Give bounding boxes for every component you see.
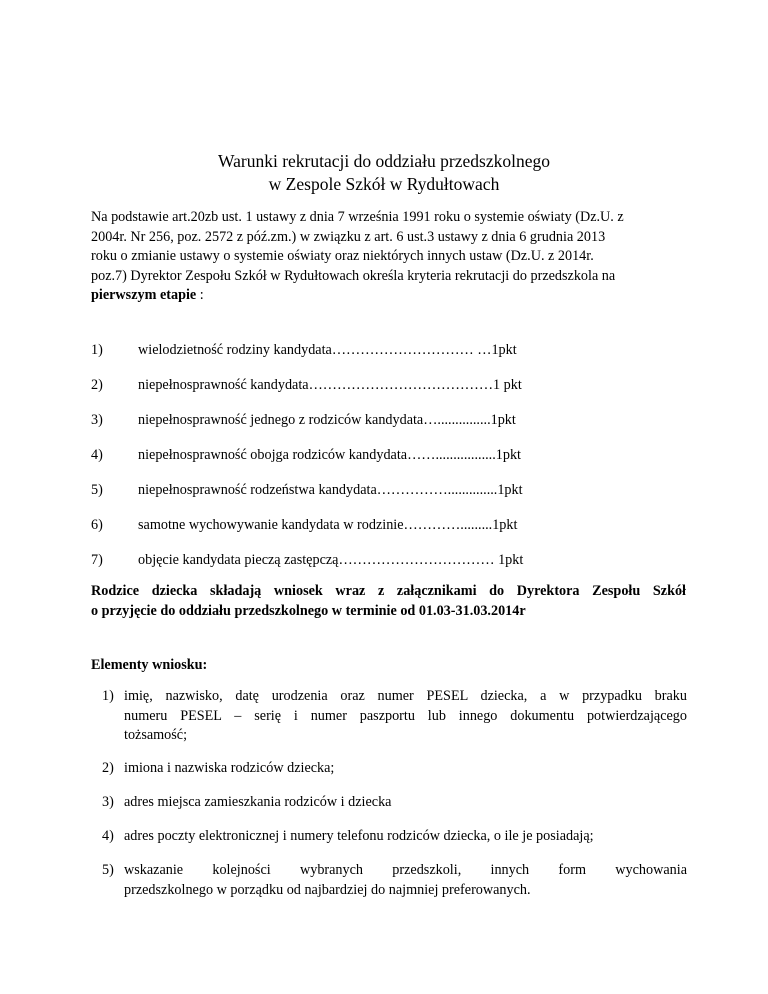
element-item xyxy=(102,687,687,746)
intro-line-3: roku o zmianie ustawy o systemie oświaty oraz niektórych innych ustaw (Dz.U. z 2014r. xyxy=(91,248,594,264)
criterion-text: niepełnosprawność obojga rodziców kandydata…….................1pkt xyxy=(138,447,521,463)
criterion-number: 2) xyxy=(91,377,103,393)
criterion-number: 1) xyxy=(91,342,103,358)
notice-line-2: o przyjęcie do oddziału przedszkolnego w terminie od 01.03-31.03.2014r xyxy=(91,603,526,619)
title-line-2: w Zespole Szkół w Rydułtowach xyxy=(268,174,500,194)
element-item xyxy=(102,861,687,900)
element-number: 3) xyxy=(102,794,114,810)
element-number: 5) xyxy=(102,862,114,878)
intro-tail: : xyxy=(196,287,204,303)
element-line: wskazanie kolejności wybranych przedszkoli, innych form wychowania xyxy=(124,862,687,878)
application-notice xyxy=(91,581,686,621)
criterion-number: 4) xyxy=(91,447,103,463)
criterion-text: wielodzietność rodziny kandydata………………………… …1pkt xyxy=(138,342,517,358)
element-line: adres miejsca zamieszkania rodziców i dziecka xyxy=(124,794,392,810)
intro-line-2: 2004r. Nr 256, poz. 2572 z póź.zm.) w związku z art. 6 ust.3 ustawy z dnia 6 grudnia 2013 xyxy=(91,228,606,245)
criterion-number: 7) xyxy=(91,552,103,568)
element-item xyxy=(102,827,687,847)
element-line: przedszkolnego w porządku od najbardziej do najmniej preferowanych. xyxy=(124,881,531,898)
element-line: adres poczty elektronicznej i numery telefonu rodziców dziecka, o ile je posiadają; xyxy=(124,828,594,844)
element-number: 1) xyxy=(102,688,114,704)
criterion-text: niepełnosprawność jednego z rodziców kandydata…...............1pkt xyxy=(138,412,516,428)
element-number: 4) xyxy=(102,828,114,844)
intro-line-1: Na podstawie art.20zb ust. 1 ustawy z dnia 7 września 1991 roku o systemie oświaty (Dz.U. z xyxy=(91,209,624,225)
element-line: numeru PESEL – serię i numer paszportu lub innego dokumentu potwierdzającego xyxy=(124,707,687,724)
element-item xyxy=(102,793,687,813)
element-line: imię, nazwisko, datę urodzenia oraz numer PESEL dziecka, a w przypadku braku xyxy=(124,688,687,704)
criterion-text: niepełnosprawność kandydata…………………………………1 pkt xyxy=(138,377,522,393)
element-number: 2) xyxy=(102,760,114,776)
element-line: tożsamość; xyxy=(124,727,188,743)
criterion-text: samotne wychowywanie kandydata w rodzinie………….........1pkt xyxy=(138,517,518,533)
notice-line-1: Rodzice dziecka składają wniosek wraz z załącznikami do Dyrektora Zespołu Szkół xyxy=(91,583,686,599)
criterion-text: niepełnosprawność rodzeństwa kandydata……………..............1pkt xyxy=(138,482,523,498)
intro-line-4: poz.7) Dyrektor Zespołu Szkół w Rydułtowach określa kryteria rekrutacji do przedszkola na xyxy=(91,267,616,284)
element-item xyxy=(102,759,687,779)
intro-bold-stage: pierwszym etapie xyxy=(91,287,197,303)
elements-heading: Elementy wniosku: xyxy=(91,657,208,673)
criterion-number: 6) xyxy=(91,517,103,533)
title-line-1: Warunki rekrutacji do oddziału przedszkolnego xyxy=(218,151,550,171)
criterion-text: objęcie kandydata pieczą zastępczą…………………………… 1pkt xyxy=(138,552,524,568)
criterion-number: 5) xyxy=(91,482,103,498)
criterion-number: 3) xyxy=(91,412,103,428)
intro-line-5 xyxy=(91,286,691,306)
element-line: imiona i nazwiska rodziców dziecka; xyxy=(124,760,335,776)
document-title xyxy=(0,150,768,196)
intro-paragraph xyxy=(91,208,691,306)
